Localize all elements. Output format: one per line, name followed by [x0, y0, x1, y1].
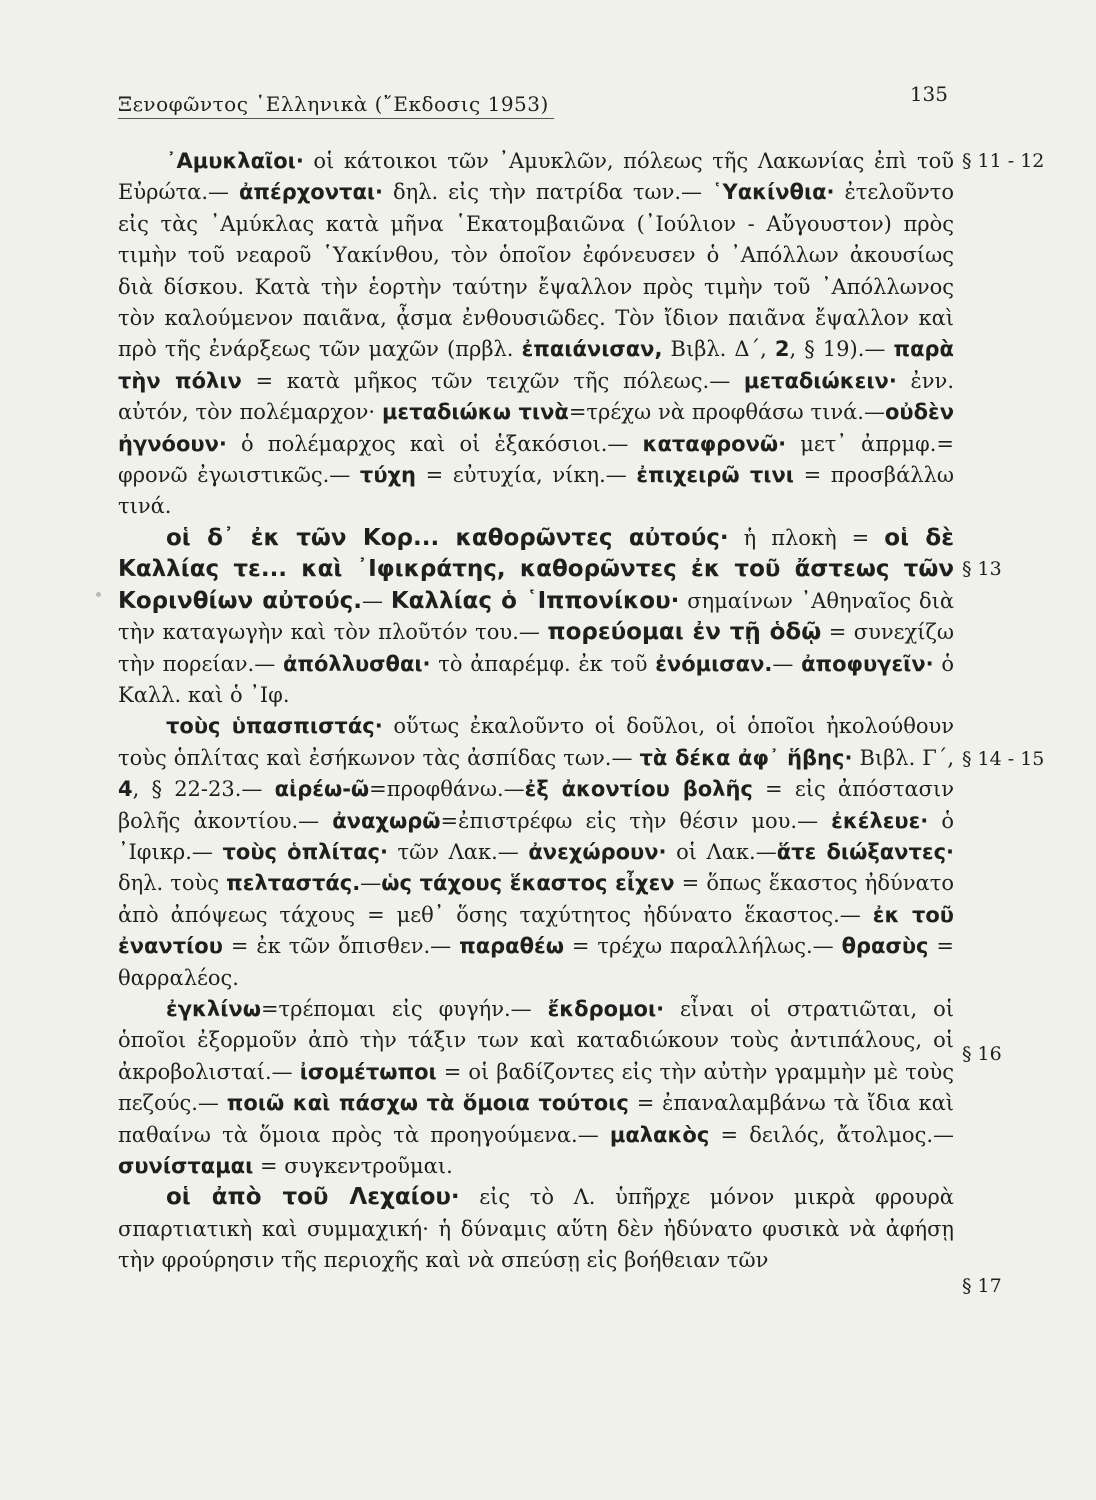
headword: ποιῶ καὶ πάσχω τὰ ὅμοια τούτοις [226, 1091, 629, 1116]
headword: ἐνόμισαν. [655, 651, 773, 676]
headword: ἀνεχώρουν· [528, 839, 667, 864]
headword: πελταστάς. [226, 871, 361, 896]
headword: ἔκδρομοι· [547, 996, 665, 1021]
paper-speck [96, 592, 101, 597]
headword: οἱ δ᾿ ἐκ τῶν Κορ... καθορῶντες αὐτούς· [166, 524, 729, 551]
paragraph-section-17: οἱ ἀπὸ τοῦ Λεχαίου· εἰς τὸ Λ. ὑπῆρχε μόνον μικρὰ φρουρὰ σπαρτιατικὴ καὶ συμμαχική· ἡ δύναμις αὕτη δὲν ἠδύνατο φυσικὰ νὰ ἀφήσῃ τὴν φρούρησιν τῆς περιοχῆς καὶ νὰ σπεύσῃ εἰς βοήθειαν τῶν [118, 1184, 954, 1273]
headword: τὰ δέκα ἀφ᾿ ἥβης· [639, 745, 853, 770]
headword: μαλακὸς [609, 1122, 710, 1147]
headword: αἱρέω-ῶ [274, 777, 370, 802]
headword: ἅτε διώξαντες· [776, 839, 954, 864]
page-number: 135 [909, 82, 948, 106]
headword: Καλλίας ὁ ῾Ιππονίκου· [390, 587, 680, 614]
headword: ἐκ τοῦ ἐναντίου [118, 902, 954, 959]
margin-note-section-14-15: § 14 - 15 [962, 748, 1045, 770]
header-rule [118, 118, 554, 119]
headword: μεταδιώκειν· [743, 368, 897, 393]
headword: ἀπέρχονται· [239, 180, 384, 205]
headword: παρὰ τὴν πόλιν [118, 337, 954, 393]
headword: οὐδὲν ἠγνόουν· [118, 400, 954, 456]
headword: ἀναχωρῶ [332, 808, 441, 833]
paragraph-section-13: οἱ δ᾿ ἐκ τῶν Κορ... καθορῶντες αὐτούς· ἡ πλοκὴ = οἱ δὲ Καλλίας τε... καὶ ᾿Ιφικράτης, καθορῶντες ἐκ τοῦ ἄστεως τῶν Κορινθίων αὐτούς.— Καλλίας ὁ ῾Ιππονίκου· σημαίνων ᾿Αθηναῖος διὰ τὴν καταγωγὴν καὶ τὸν πλοῦτόν του.— πορεύομαι ἐν τῇ ὁδῷ = συνεχίζω τὴν πορείαν.— ἀπόλλυσθαι· τὸ ἀπαρέμφ. ἐκ τοῦ ἐνόμισαν.— ἀποφυγεῖν· ὁ Καλλ. καὶ ὁ ᾿Ιφ. [118, 524, 955, 707]
headword: καταφρονῶ· [642, 431, 787, 456]
headword: ἐγκλίνω [166, 996, 261, 1021]
margin-note-section-17: § 17 [962, 1275, 1002, 1297]
headword: τύχη [359, 463, 417, 488]
headword: τοὺς ὑπασπιστάς· [166, 714, 383, 739]
headword: ἰσομέτωποι [299, 1059, 437, 1084]
headword: ᾿Αμυκλαῖοι· [166, 149, 304, 173]
headword: ῾Υακίνθια· [711, 180, 835, 205]
headword: μεταδιώκω τινὰ [381, 400, 569, 425]
headword: ἀποφυγεῖν· [801, 651, 934, 676]
headword: ἐκέλευε· [831, 808, 929, 833]
headword: ὡς τάχους ἕκαστος εἶχεν [381, 871, 675, 896]
headword: θρασὺς [841, 934, 929, 959]
page-header [118, 82, 958, 122]
headword: τοὺς ὁπλίτας· [222, 839, 388, 864]
paragraph-section-14-15: τοὺς ὑπασπιστάς· οὕτως ἐκαλοῦντο οἱ δοῦλοι, οἱ ὁποῖοι ἠκολούθουν τοὺς ὁπλίτας καὶ ἐσήκωνον τὰς ἀσπίδας των.— τὰ δέκα ἀφ᾿ ἥβης· Βιβλ. Γ΄, 4, § 22-23.— αἱρέω-ῶ=προφθάνω.—ἐξ ἀκοντίου βολῆς = εἰς ἀπόστασιν βολῆς ἀκοντίου.— ἀναχωρῶ=ἐπιστρέφω εἰς τὴν θέσιν μου.— ἐκέλευε· ὁ ᾿Ιφικρ.— τοὺς ὁπλίτας· τῶν Λακ.— ἀνεχώρουν· οἱ Λακ.—ἅτε διώξαντες· δηλ. τοὺς πελταστάς.—ὡς τάχους ἕκαστος εἶχεν = ὅπως ἕκαστος ἠδύνατο ἀπὸ ἀπόψεως τάχους = μεθ᾿ ὅσης ταχύτητος ἠδύνατο ἕκαστος.— ἐκ τοῦ ἐναντίου = ἐκ τῶν ὄπισθεν.— παραθέω = τρέχω παραλλήλως.— θρασὺς = θαρραλέος. [118, 714, 955, 990]
margin-note-section-13: § 13 [962, 558, 1002, 580]
headword: ἐπιχειρῶ τινι [636, 463, 794, 488]
paragraph-section-16: ἐγκλίνω=τρέπομαι εἰς φυγήν.— ἔκδρομοι· εἶναι οἱ στρατιῶται, οἱ ὁποῖοι ἐξορμοῦν ἀπὸ τὴν τάξιν των καὶ καταδιώκουν τοὺς ἀντιπάλους, οἱ ἀκροβολισταί.— ἰσομέτωποι = οἱ βαδίζοντες εἰς τὴν αὐτὴν γραμμὴν μὲ τοὺς πεζούς.— ποιῶ καὶ πάσχω τὰ ὅμοια τούτοις = ἐπαναλαμβάνω τὰ ἴδια καὶ παθαίνω τὰ ὅμοια πρὸς τὰ προηγούμενα.— μαλακὸς = δειλός, ἄτολμος.— συνίσταμαι = συγκεντροῦμαι. [118, 996, 955, 1178]
commentary-body [118, 146, 954, 1277]
running-title: Ξενοφῶντος ῾Ελληνικὰ (῎Εκδοσις 1953) [118, 92, 549, 116]
headword: οἱ δὲ Καλλίας τε... καὶ ᾿Ιφικράτης, καθορῶντες ἐκ τοῦ ἄστεως τῶν Κορινθίων αὐτούς. [118, 524, 954, 614]
headword: οἱ ἀπὸ τοῦ Λεχαίου· [166, 1184, 460, 1211]
margin-note-section-16: § 16 [962, 1043, 1002, 1065]
headword: συνίσταμαι [118, 1154, 254, 1178]
margin-note-section-11-12: § 11 - 12 [962, 150, 1045, 172]
headword: ἐπαιάνισαν, [521, 337, 663, 362]
paragraph-section-11-12: ᾿Αμυκλαῖοι· οἱ κάτοικοι τῶν ᾿Αμυκλῶν, πόλεως τῆς Λακωνίας ἐπὶ τοῦ Εὐρώτα.— ἀπέρχονται· δηλ. εἰς τὴν πατρίδα των.— ῾Υακίνθια· ἐτελοῦντο εἰς τὰς ᾿Αμύκλας κατὰ μῆνα ῾Εκατομβαιῶνα (᾿Ιούλιον - Αὔγουστον) πρὸς τιμὴν τοῦ νεαροῦ ῾Υακίνθου, τὸν ὁποῖον ἐφόνευσεν ὁ ᾿Απόλλων ἀκουσίως διὰ δίσκου. Κατὰ τὴν ἑορτὴν ταύτην ἔψαλλον πρὸς τιμὴν τοῦ ᾿Απόλλωνος τὸν καλούμενον παιᾶνα, ᾆσμα ἐνθουσιῶδες. Τὸν ἴδιον παιᾶνα ἔψαλλον καὶ πρὸ τῆς ἐνάρξεως τῶν μαχῶν (πρβλ. ἐπαιάνισαν, Βιβλ. Δ΄, 2, § 19).— παρὰ τὴν πόλιν = κατὰ μῆκος τῶν τειχῶν τῆς πόλεως.— μεταδιώκειν· ἐνν. αὐτόν, τὸν πολέμαρχον· μεταδιώκω τινὰ=τρέχω νὰ προφθάσω τινά.—οὐδὲν ἠγνόουν· ὁ πολέμαρχος καὶ οἱ ἑξακόσιοι.— καταφρονῶ· μετ᾿ ἀπρμφ.= φρονῶ ἐγωιστικῶς.— τύχη = εὐτυχία, νίκη.— ἐπιχειρῶ τινι = προσβάλλω τινά. [118, 149, 955, 519]
headword: ἐξ ἀκοντίου βολῆς [524, 777, 753, 802]
headword: ἀπόλλυσθαι· [282, 651, 431, 676]
headword: πορεύομαι ἐν τῇ ὁδῷ [547, 619, 822, 646]
headword: παραθέω [459, 934, 564, 959]
